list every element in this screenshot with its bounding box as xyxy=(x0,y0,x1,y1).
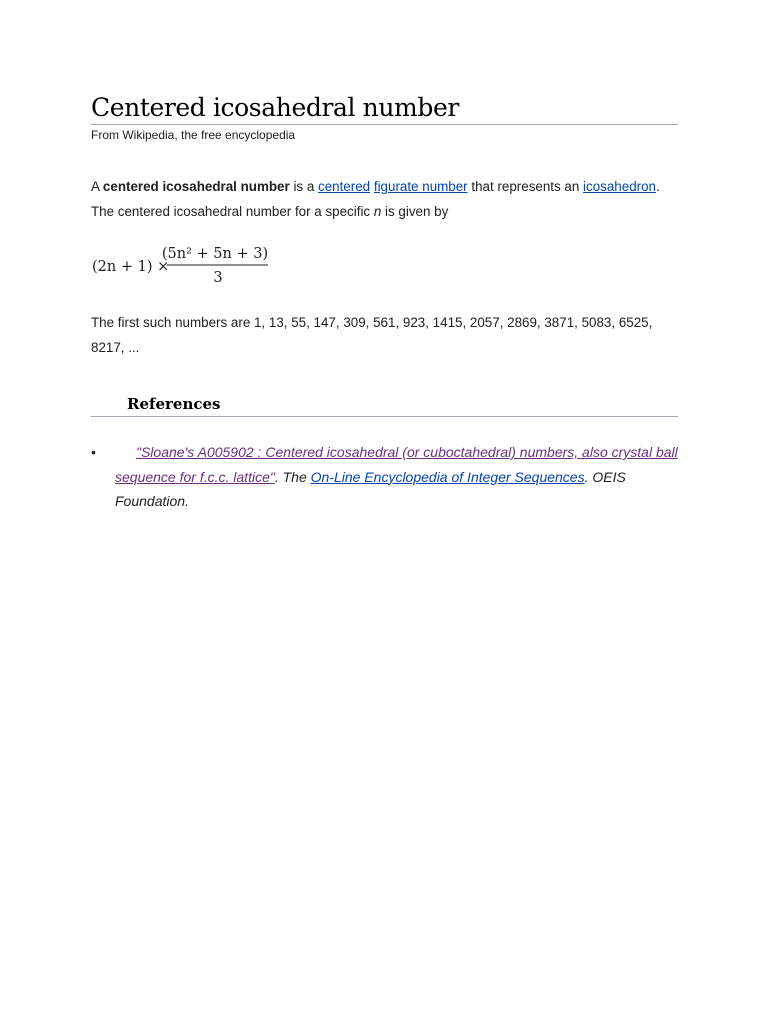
citation-title-link[interactable]: "Sloane's A005902 : Centered icosahedral (or cuboctahedral) numbers, also crystal ball sequence for f.c.c. lattice" xyxy=(115,444,678,485)
intro-text-rest: . The centered icosahedral number for a specific xyxy=(91,179,660,219)
site-tagline: From Wikipedia, the free encyclopedia xyxy=(91,128,296,142)
formula-svg xyxy=(91,241,281,291)
sequence-paragraph: The first such numbers are 1, 13, 55, 147, 309, 561, 923, 1415, 2057, 2869, 3871, 5083, 6525, 8217, ... xyxy=(91,315,653,355)
formula-left: (2n + 1) × xyxy=(92,259,170,275)
intro-text-end: is given by xyxy=(381,204,449,219)
citation-source-link[interactable]: On-Line Encyclopedia of Integer Sequences xyxy=(310,468,585,485)
citation-the: . The xyxy=(274,468,311,485)
article xyxy=(91,92,678,360)
intro-text-a: A xyxy=(91,179,103,194)
link-centered[interactable]: centered xyxy=(318,179,371,194)
bullet: • xyxy=(91,444,96,460)
page-title: Centered icosahedral number xyxy=(91,92,678,125)
references-section xyxy=(91,392,678,417)
link-figurate-number[interactable]: figurate number xyxy=(373,179,468,194)
references-list xyxy=(91,440,678,514)
intro-text-represents: that represents an xyxy=(467,179,584,194)
intro-variable-n: n xyxy=(373,204,382,219)
intro-text-is-a: is a xyxy=(289,179,318,194)
list-item xyxy=(91,440,678,514)
formula-denominator: 3 xyxy=(213,270,223,286)
references-heading: References xyxy=(127,395,221,413)
intro-paragraph xyxy=(91,174,678,224)
formula xyxy=(91,241,678,291)
citation xyxy=(115,440,678,514)
intro-term: centered icosahedral number xyxy=(102,179,290,194)
citation-publisher: . OEIS Foundation. xyxy=(115,468,626,509)
link-icosahedron[interactable]: icosahedron xyxy=(583,179,657,194)
formula-numerator: (5n² + 5n + 3) xyxy=(161,246,269,262)
